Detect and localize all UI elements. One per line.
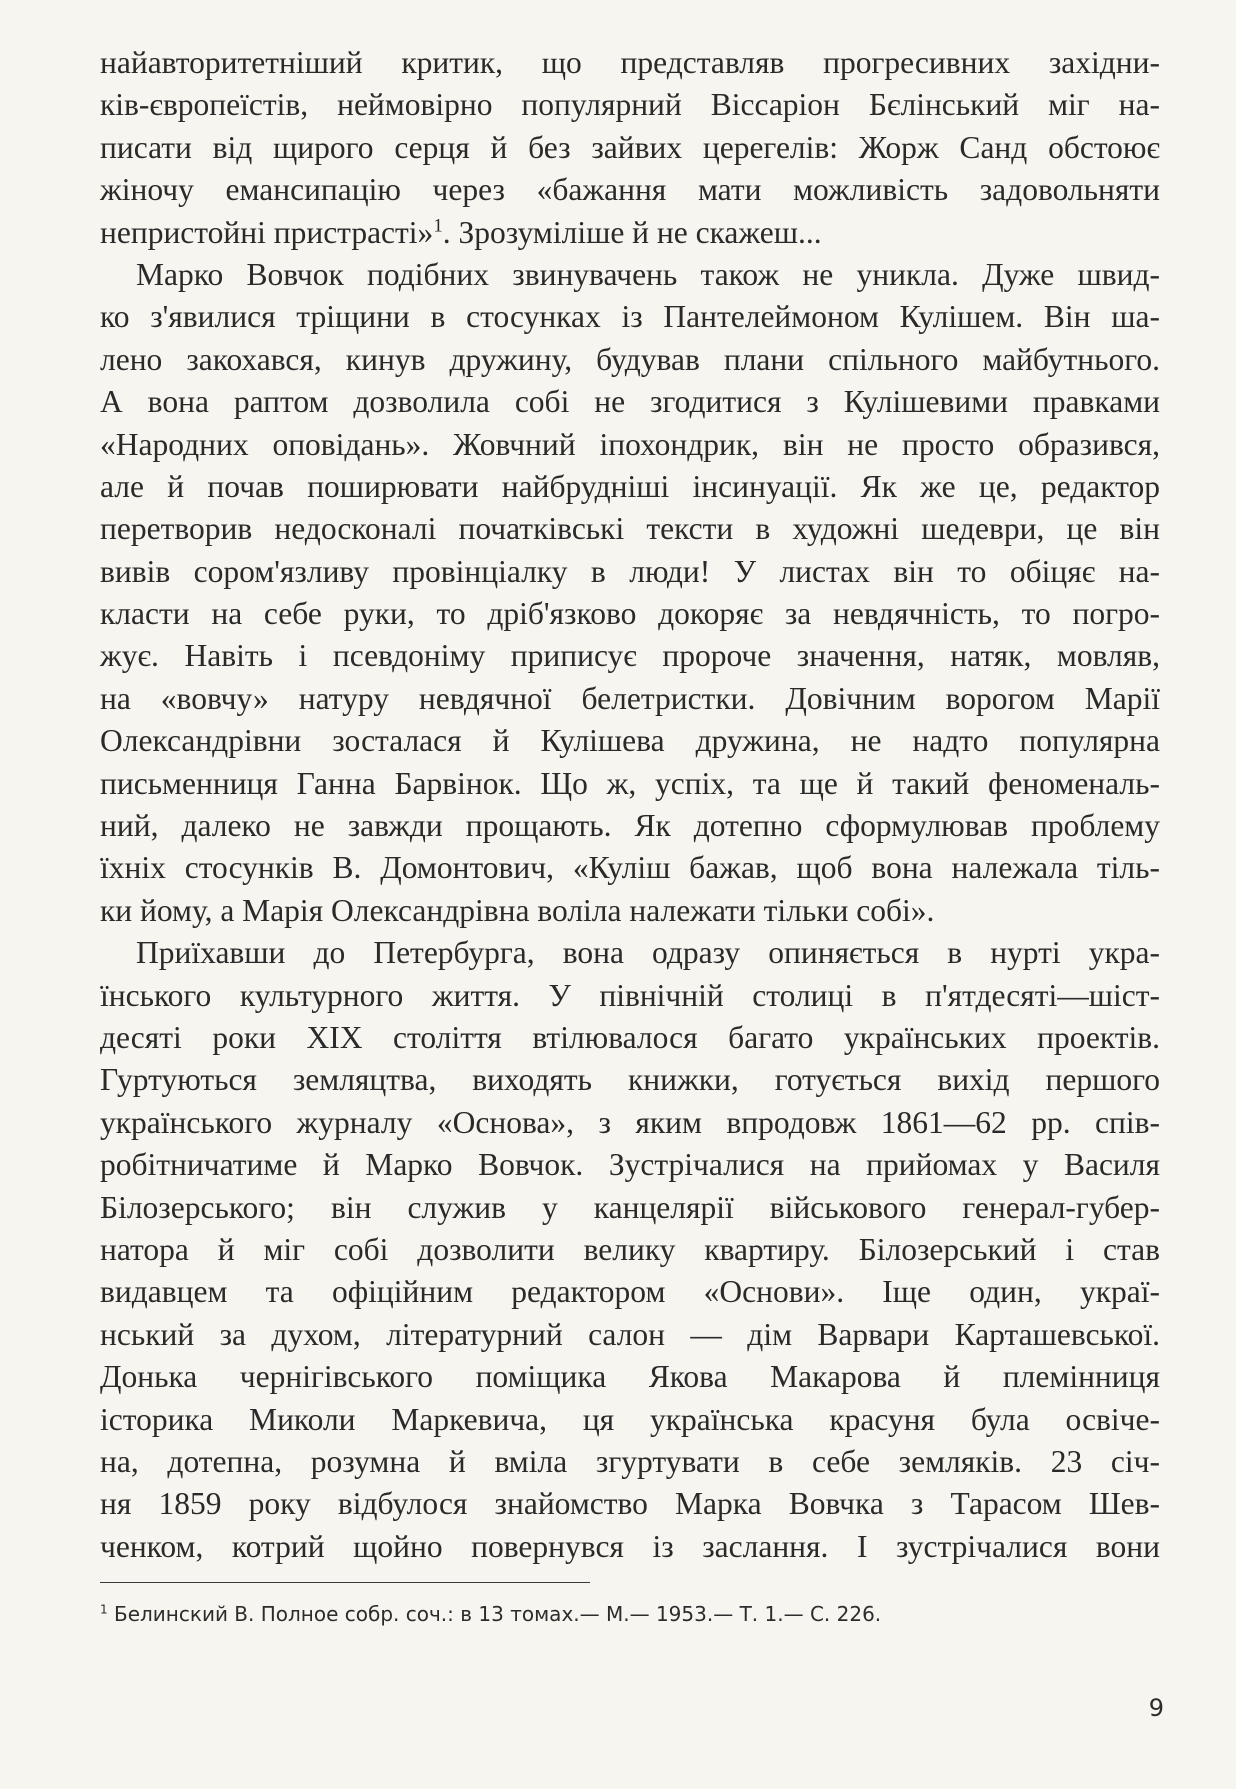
text-line: А вона раптом дозволила собі не згодитися з Кулішевими правками [100,384,1160,420]
text-line: їхніх стосунків В. Домонтович, «Куліш бажав, щоб вона належала тіль- [100,850,1160,886]
text-line: їнського культурного життя. У північній столиці в п'ятдесяті—шіст- [100,977,1160,1013]
text-line: видавцем та офіційним редактором «Основи». Іще один, украї- [100,1274,1160,1310]
text-line-with-footnote [100,212,1160,254]
text-line: «Народних оповідань». Жовчний іпохондрик, він не просто образився, [100,426,1160,462]
text-line: на «вовчу» натуру невдячної белетристки. Довічним ворогом Марії [100,680,1160,716]
text-line: вивів сором'язливу провінціалку в люди! У листах він то обіцяє на- [100,553,1160,589]
text-line: ків-європеїстів, неймовірно популярний Віссаріон Бєлінський міг на- [100,87,1160,123]
text-line: лено закохався, кинув дружину, будував плани спільного майбутнього. [100,341,1160,377]
text-line: десяті роки XIX століття втілювалося багато українських проектів. [100,1019,1160,1055]
text-line: класти на себе руки, то дріб'язково докоряє за невдячність, то погро- [100,596,1160,632]
text-line: ки йому, а Марія Олександрівна воліла належати тільки собі». [100,892,935,928]
page-number: 9 [1148,1694,1164,1722]
text-line: але й почав поширювати найбрудніші інсинуації. Як же це, редактор [100,468,1160,504]
text-line: жує. Навіть і псевдоніму приписує пророче значення, натяк, мовляв, [100,638,1160,674]
text-line: Олександрівни зосталася й Кулішева дружина, не надто популярна [100,723,1160,759]
text-line: Білозерського; він служив у канцелярії військового генерал-губер- [100,1189,1160,1225]
footnote-number: 1 [100,1602,108,1617]
main-text [100,42,1160,1568]
footnote-divider [100,1582,590,1583]
text-line: ня 1859 року відбулося знайомство Марка Вовчка з Тарасом Шев- [100,1486,1160,1522]
text-line: найавторитетніший критик, що представляв прогресивних західни- [100,45,1160,80]
text-line: українського журналу «Основа», з яким впродовж 1861—62 рр. спів- [100,1104,1160,1140]
text-line-head: непристойні пристрасті» [100,214,434,250]
text-line: Гуртуються земляцтва, виходять книжки, готується вихід першого [100,1062,1160,1098]
footnote-marker: 1 [433,215,443,237]
text-line: перетворив недосконалі початківські тексти в художні шедеври, це він [100,511,1160,547]
text-line: на, дотепна, розумна й вміла згуртувати в себе земляків. 23 січ- [100,1443,1160,1479]
paragraph-start: Марко Вовчок подібних звинувачень також не уникла. Дуже швид- [136,256,1160,292]
text-line: ко з'явилися тріщини в стосунках із Пантелеймоном Кулішем. Він ша- [100,299,1160,335]
text-line: писати від щирого серця й без зайвих церегелів: Жорж Санд обстоює [100,129,1160,165]
text-line: робітничатиме й Марко Вовчок. Зустрічалися на прийомах у Василя [100,1147,1160,1183]
text-line: жіночу емансипацію через «бажання мати можливість задовольняти [100,172,1160,208]
paragraph-start: Приїхавши до Петербурга, вона одразу опиняється в нурті укра- [136,935,1160,971]
footnote [100,1601,881,1627]
text-line-tail: . Зрозуміліше й не скажеш... [442,214,822,250]
text-line: нський за духом, літературний салон — дім Варвари Карташевської. [100,1316,1160,1352]
text-line: письменниця Ганна Барвінок. Що ж, успіх, та ще й такий феноменаль- [100,765,1160,801]
text-line: ченком, котрий щойно повернувся із заслання. І зустрічалися вони [100,1528,1160,1564]
footnote-text: Белинский В. Полное собр. соч.: в 13 томах.— М.— 1953.— Т. 1.— С. 226. [107,1602,882,1626]
text-line: Донька чернігівського поміщика Якова Макарова й племінниця [100,1359,1160,1395]
text-line: натора й міг собі дозволити велику квартиру. Білозерський і став [100,1231,1160,1267]
text-line: історика Миколи Маркевича, ця українська красуня була освіче- [100,1401,1160,1437]
text-line: ний, далеко не завжди прощають. Як дотепно сформулював проблему [100,808,1160,844]
